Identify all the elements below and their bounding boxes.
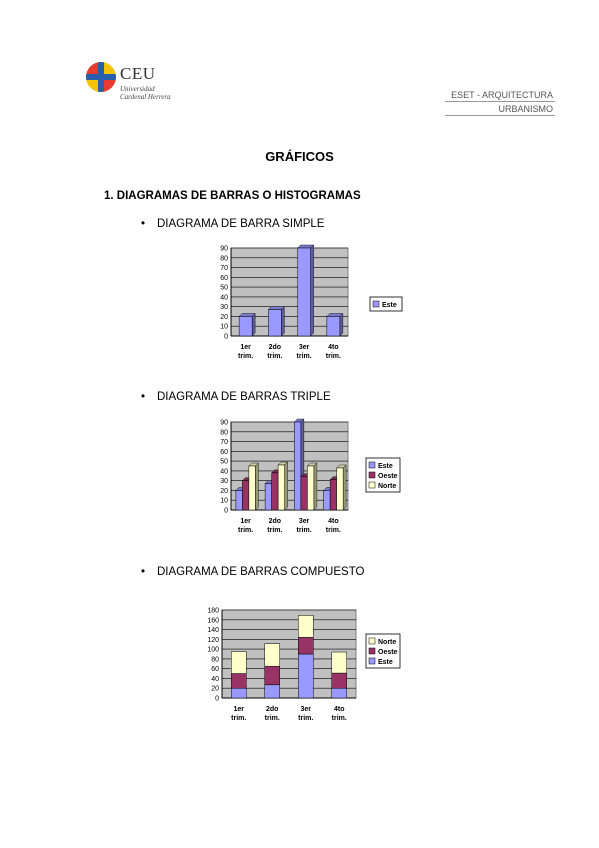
- bar-side-norte: [343, 465, 346, 510]
- x-tick-label: trim.: [264, 715, 280, 722]
- y-tick-label: 40: [211, 675, 219, 683]
- bar-top-este: [268, 307, 284, 310]
- bar-oeste: [330, 480, 337, 510]
- bar-oeste: [231, 674, 246, 689]
- logo-text: CEU: [120, 64, 156, 83]
- y-tick-label: 50: [220, 458, 228, 466]
- bar-top-este: [239, 313, 255, 316]
- y-tick-label: 20: [220, 487, 228, 495]
- bar-side-este: [252, 313, 255, 336]
- y-tick-label: 40: [220, 468, 228, 476]
- x-tick-label: trim.: [231, 715, 247, 722]
- y-tick-label: 10: [220, 497, 228, 505]
- bar-top-este: [327, 313, 343, 316]
- bar-norte: [337, 468, 344, 510]
- y-tick-label: 140: [207, 627, 219, 635]
- legend-label: Oeste: [378, 473, 398, 480]
- bar-norte: [278, 465, 285, 510]
- bar-side-este: [311, 245, 314, 336]
- bullet-compuesto: [141, 566, 364, 578]
- bar-este: [324, 490, 331, 510]
- bar-norte: [332, 652, 347, 673]
- bullet-triple: [141, 391, 331, 403]
- bullet-simple: [141, 218, 324, 230]
- x-tick-label: trim.: [296, 527, 312, 534]
- logo-subtitle-line2: Cardenal Herrera: [120, 93, 171, 101]
- header-subject: URBANISMO: [498, 104, 553, 114]
- y-tick-label: 70: [220, 265, 228, 273]
- legend-label: Este: [378, 659, 393, 666]
- bar-top-este: [298, 245, 314, 248]
- y-tick-label: 90: [220, 245, 228, 253]
- bar-este: [239, 316, 252, 336]
- bullet-compuesto-label: DIAGRAMA DE BARRAS COMPUESTO: [157, 566, 365, 578]
- y-tick-label: 0: [224, 333, 228, 341]
- y-tick-label: 40: [220, 294, 228, 302]
- ceu-logo: [86, 62, 196, 102]
- y-tick-label: 80: [220, 255, 228, 263]
- x-tick-label: 2do: [268, 344, 282, 351]
- bar-norte: [265, 644, 280, 666]
- x-tick-label: 4to: [328, 518, 339, 525]
- y-tick-label: 60: [220, 448, 228, 456]
- legend-swatch: [369, 482, 375, 488]
- bar-este: [236, 490, 243, 510]
- section-heading: 1. DIAGRAMAS DE BARRAS O HISTOGRAMAS: [104, 190, 361, 202]
- bar-este: [265, 685, 280, 698]
- legend-swatch: [369, 472, 375, 478]
- y-tick-label: 30: [220, 304, 228, 312]
- bar-este: [231, 688, 246, 698]
- x-tick-label: trim.: [296, 353, 312, 360]
- header-school: ESET - ARQUITECTURA: [451, 90, 553, 100]
- legend-swatch: [373, 301, 379, 307]
- page-title: GRÁFICOS: [265, 149, 334, 164]
- x-tick-label: 3er: [300, 706, 312, 713]
- y-tick-label: 20: [211, 685, 219, 693]
- x-tick-label: trim.: [267, 353, 283, 360]
- bar-oeste: [332, 673, 347, 688]
- y-tick-label: 60: [211, 666, 219, 674]
- logo-subtitle-line1: Universidad: [120, 85, 155, 93]
- x-tick-label: 1er: [240, 518, 251, 525]
- bar-norte: [298, 615, 313, 637]
- bar-side-norte: [314, 463, 317, 510]
- y-tick-label: 70: [220, 439, 228, 447]
- y-tick-label: 0: [224, 507, 228, 515]
- logo-subtitle: [120, 85, 171, 101]
- bar-este: [298, 654, 313, 698]
- y-tick-label: 100: [207, 646, 219, 654]
- bullet-icon: •: [141, 566, 146, 578]
- bar-oeste: [242, 481, 249, 510]
- y-tick-label: 90: [220, 419, 228, 427]
- bar-norte: [231, 652, 246, 674]
- bullet-triple-label: DIAGRAMA DE BARRAS TRIPLE: [157, 391, 331, 403]
- x-tick-label: 4to: [334, 706, 345, 713]
- bar-este: [327, 316, 340, 336]
- y-tick-label: 180: [207, 607, 219, 615]
- y-tick-label: 50: [220, 284, 228, 292]
- chart-triple: [200, 414, 415, 544]
- x-tick-label: 2do: [268, 518, 282, 525]
- x-tick-label: trim.: [325, 527, 341, 534]
- x-tick-label: 3er: [298, 344, 310, 351]
- header-rule-2: [445, 115, 555, 116]
- x-tick-label: trim.: [331, 715, 347, 722]
- legend-label: Este: [382, 302, 397, 309]
- x-tick-label: 1er: [240, 344, 251, 351]
- y-tick-label: 120: [207, 636, 219, 644]
- bar-este: [298, 248, 311, 336]
- x-tick-label: trim.: [267, 527, 283, 534]
- x-tick-label: trim.: [298, 715, 314, 722]
- bar-side-norte: [255, 463, 258, 510]
- bar-side-este: [281, 307, 284, 336]
- bar-este: [265, 484, 272, 510]
- bar-este: [294, 422, 301, 510]
- bar-oeste: [301, 477, 308, 510]
- legend-label: Norte: [378, 639, 397, 646]
- legend-swatch: [369, 462, 375, 468]
- chart-simple: [200, 240, 415, 370]
- legend-swatch: [369, 648, 375, 654]
- bar-norte: [307, 466, 314, 510]
- y-tick-label: 10: [220, 323, 228, 331]
- x-tick-label: 3er: [298, 518, 310, 525]
- legend-label: Este: [378, 463, 393, 470]
- bullet-icon: •: [141, 391, 146, 403]
- bar-oeste: [265, 666, 280, 685]
- y-tick-label: 20: [220, 313, 228, 321]
- y-tick-label: 160: [207, 617, 219, 625]
- bar-este: [332, 688, 347, 698]
- bar-side-este: [340, 313, 343, 336]
- header-rule-1: [445, 101, 555, 102]
- bar-side-norte: [285, 462, 288, 510]
- x-tick-label: 4to: [328, 344, 339, 351]
- y-tick-label: 80: [220, 429, 228, 437]
- x-tick-label: trim.: [325, 353, 341, 360]
- x-tick-label: trim.: [238, 353, 254, 360]
- bar-oeste: [272, 473, 279, 510]
- x-tick-label: 2do: [266, 706, 279, 713]
- bullet-icon: •: [141, 218, 146, 230]
- bar-este: [268, 310, 281, 336]
- y-tick-label: 0: [215, 695, 219, 703]
- x-tick-label: 1er: [233, 706, 245, 713]
- chart-compuesto: [196, 602, 421, 732]
- legend-swatch: [369, 658, 375, 664]
- y-tick-label: 60: [220, 274, 228, 282]
- logo-emblem-icon: [86, 62, 116, 92]
- y-tick-label: 30: [220, 478, 228, 486]
- legend-swatch: [369, 638, 375, 644]
- bar-oeste: [298, 637, 313, 654]
- legend-label: Oeste: [378, 649, 398, 656]
- y-tick-label: 80: [211, 656, 219, 664]
- bar-norte: [249, 466, 256, 510]
- legend-label: Norte: [378, 483, 397, 490]
- bullet-simple-label: DIAGRAMA DE BARRA SIMPLE: [157, 218, 325, 230]
- x-tick-label: trim.: [238, 527, 254, 534]
